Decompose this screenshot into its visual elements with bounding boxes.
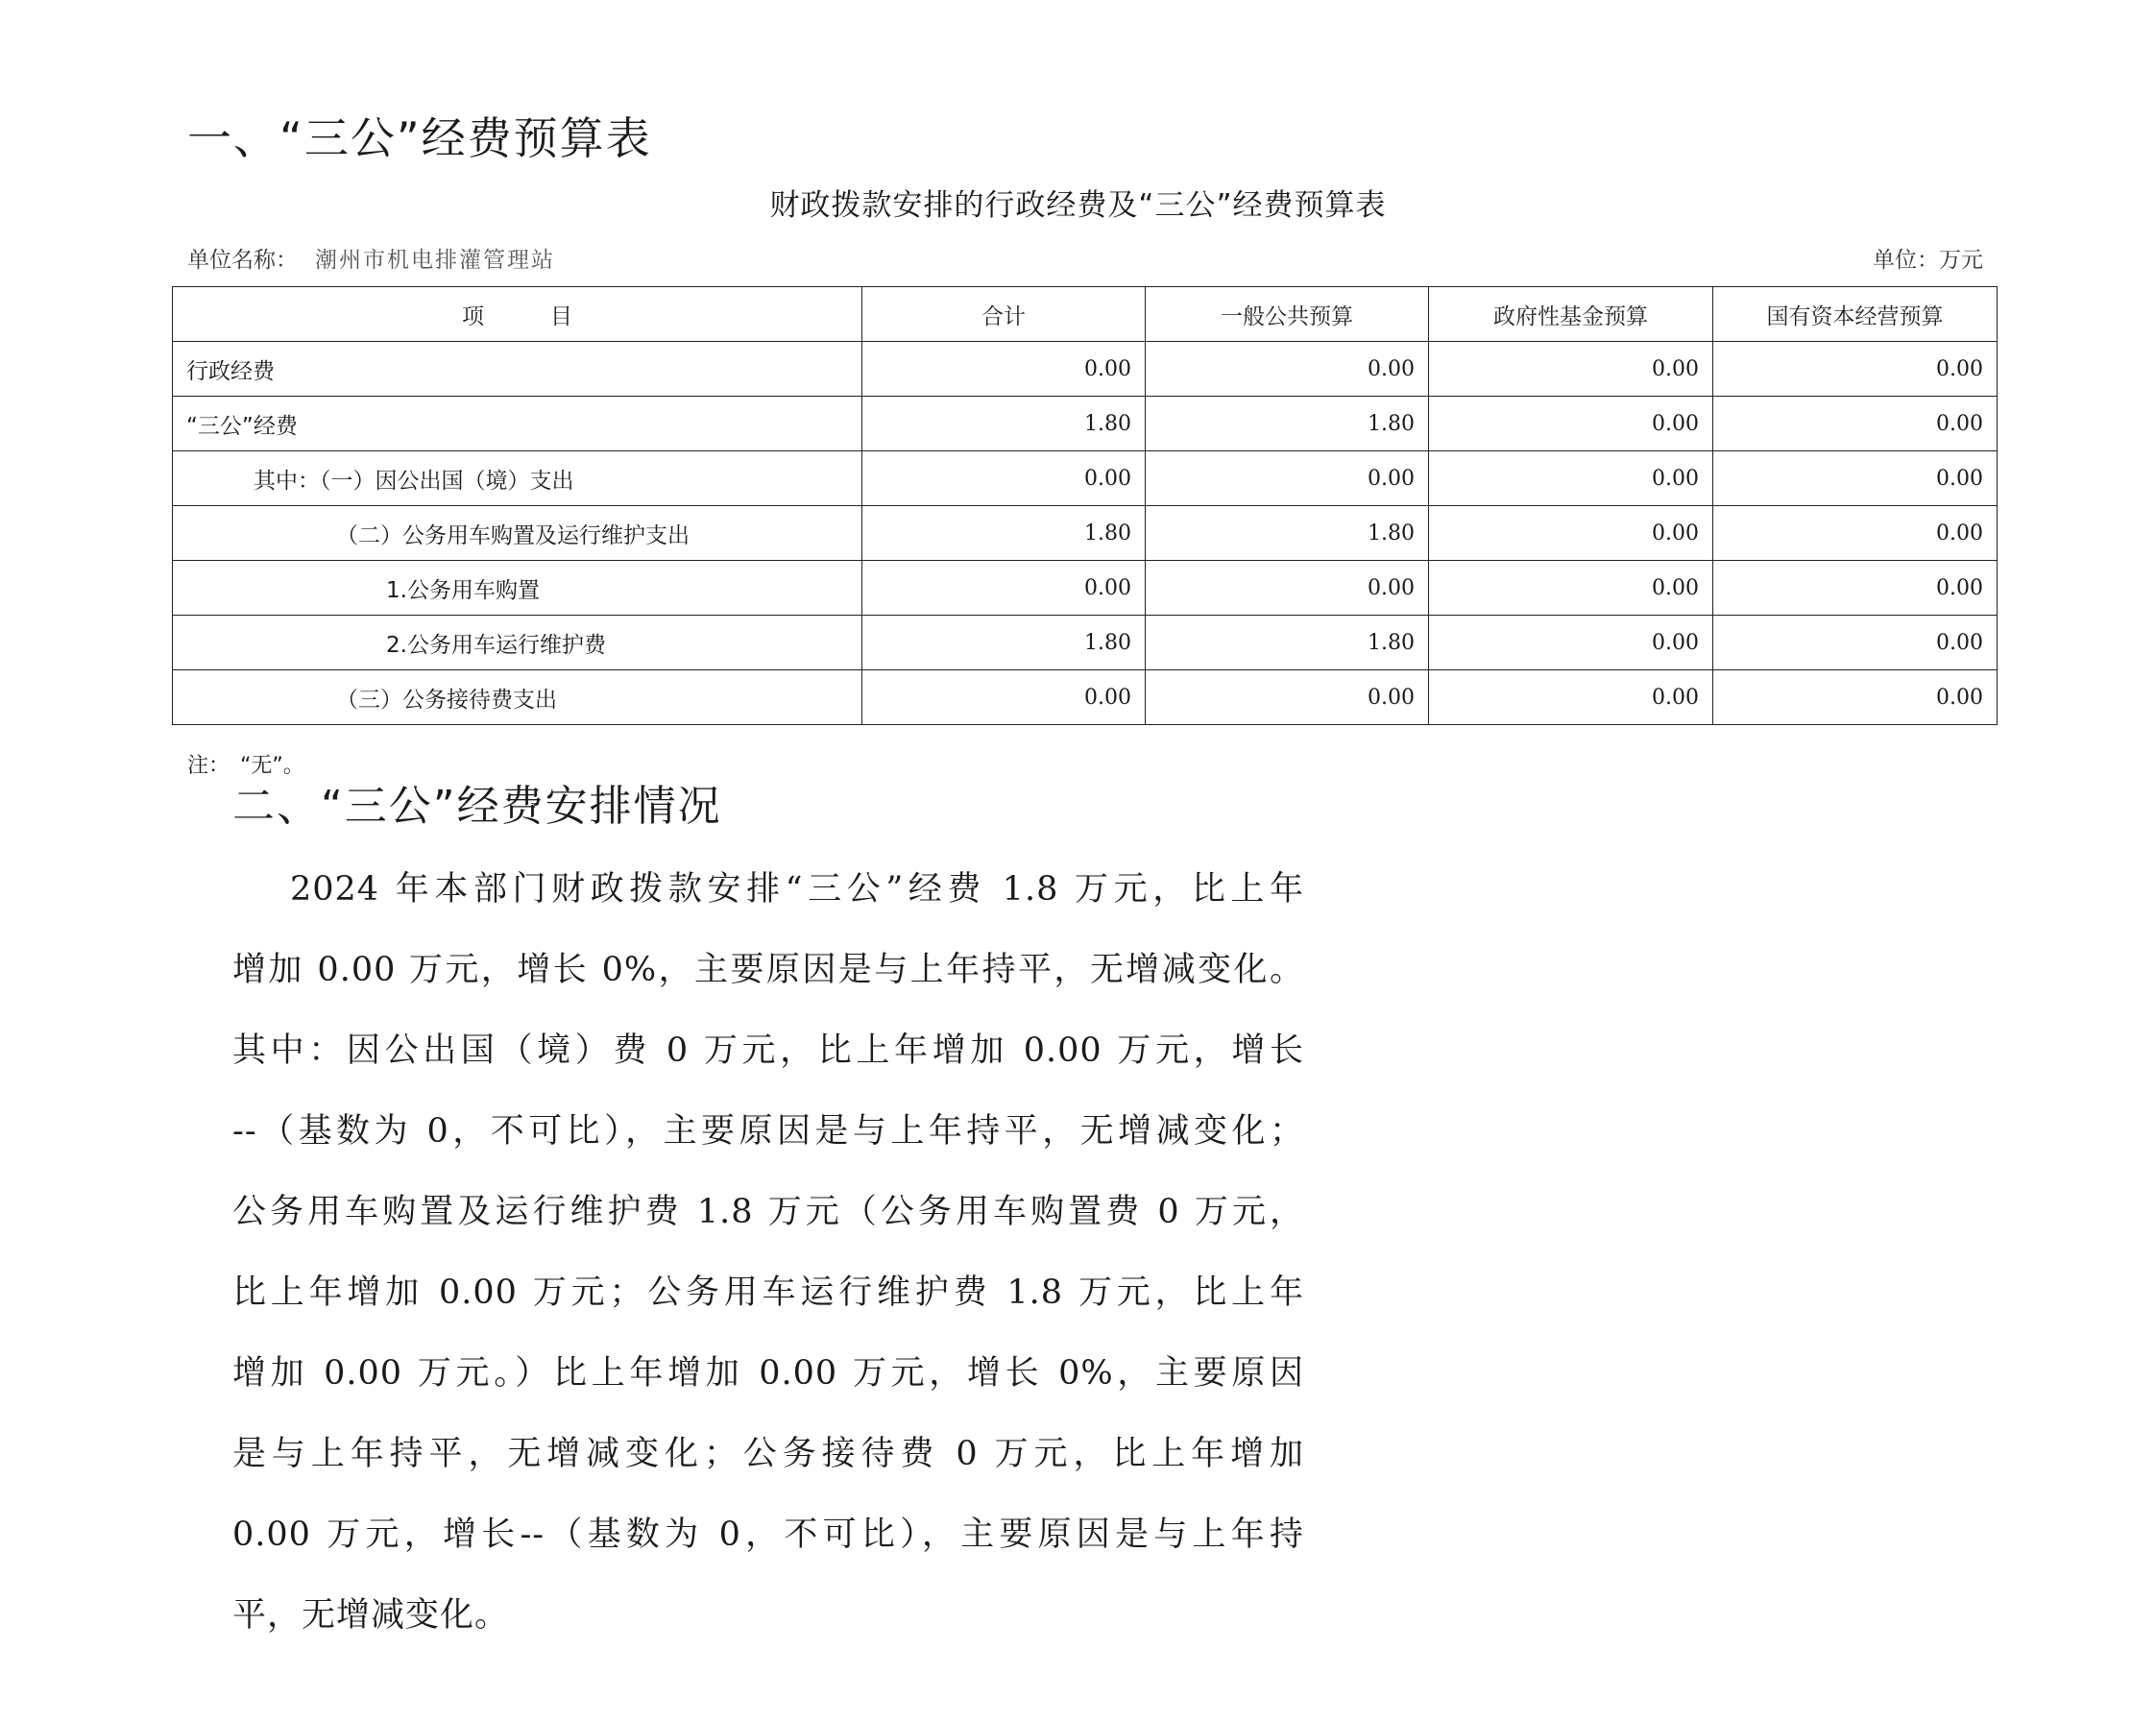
row-general: 0.00 (1146, 342, 1429, 397)
row-total: 1.80 (862, 616, 1146, 670)
row-state: 0.00 (1713, 561, 1998, 616)
row-state: 0.00 (1713, 616, 1998, 670)
row-state: 0.00 (1713, 506, 1998, 561)
header-fund-budget: 政府性基金预算 (1429, 287, 1713, 342)
row-total: 1.80 (862, 397, 1146, 451)
table-row (173, 397, 1998, 451)
section2-heading: 二、“三公”经费安排情况 (232, 782, 722, 831)
section2-paragraph (232, 849, 1304, 1656)
table-header-row (173, 287, 1998, 342)
row-state: 0.00 (1713, 451, 1998, 506)
row-item: （三）公务接待费支出 (173, 670, 862, 725)
row-general: 1.80 (1146, 506, 1429, 561)
row-general: 1.80 (1146, 397, 1429, 451)
row-general: 1.80 (1146, 616, 1429, 670)
paragraph-line: 2024 年本部门财政拨款安排“三公”经费 1.8 万元，比上年 (290, 870, 1304, 909)
row-general: 0.00 (1146, 670, 1429, 725)
paragraph-line: 增加 0.00 万元，增长 0%，主要原因是与上年持平，无增减变化。 (232, 951, 1304, 989)
budget-table (172, 286, 1998, 725)
row-state: 0.00 (1713, 342, 1998, 397)
row-item: 行政经费 (173, 342, 862, 397)
row-total: 1.80 (862, 506, 1146, 561)
table-row (173, 451, 1998, 506)
paragraph-line: --（基数为 0，不可比），主要原因是与上年持平，无增减变化； (232, 1112, 1304, 1151)
unit-name-value: 潮州市机电排灌管理站 (315, 248, 555, 273)
row-total: 0.00 (862, 342, 1146, 397)
paragraph-line: 增加 0.00 万元。）比上年增加 0.00 万元，增长 0%，主要原因 (232, 1354, 1304, 1393)
row-fund: 0.00 (1429, 397, 1713, 451)
row-item: “三公”经费 (173, 397, 862, 451)
unit-name-label: 单位名称： (187, 248, 298, 273)
row-state: 0.00 (1713, 670, 1998, 725)
table-row (173, 506, 1998, 561)
row-state: 0.00 (1713, 397, 1998, 451)
row-total: 0.00 (862, 670, 1146, 725)
row-fund: 0.00 (1429, 670, 1713, 725)
row-general: 0.00 (1146, 561, 1429, 616)
paragraph-line: 是与上年持平，无增减变化；公务接待费 0 万元，比上年增加 (232, 1435, 1304, 1473)
row-fund: 0.00 (1429, 506, 1713, 561)
currency-unit-label: 单位：万元 (1873, 248, 1983, 273)
header-item: 项 目 (173, 287, 862, 342)
paragraph-line: 平，无增减变化。 (232, 1596, 510, 1635)
row-total: 0.00 (862, 451, 1146, 506)
table-row (173, 342, 1998, 397)
row-fund: 0.00 (1429, 616, 1713, 670)
paragraph-line: 0.00 万元，增长--（基数为 0，不可比），主要原因是与上年持 (232, 1516, 1304, 1554)
header-state-capital-budget: 国有资本经营预算 (1713, 287, 1998, 342)
table-note: 注： “无”。 (187, 754, 304, 778)
row-general: 0.00 (1146, 451, 1429, 506)
paragraph-line: 其中：因公出国（境）费 0 万元，比上年增加 0.00 万元，增长 (232, 1031, 1304, 1070)
table-row (173, 561, 1998, 616)
paragraph-line: 公务用车购置及运行维护费 1.8 万元（公务用车购置费 0 万元， (232, 1193, 1304, 1231)
row-item: （二）公务用车购置及运行维护支出 (173, 506, 862, 561)
paragraph-line: 比上年增加 0.00 万元；公务用车运行维护费 1.8 万元，比上年 (232, 1273, 1304, 1312)
section1-heading: 一、“三公”经费预算表 (187, 112, 652, 164)
header-total: 合计 (862, 287, 1146, 342)
header-general-budget: 一般公共预算 (1146, 287, 1429, 342)
row-fund: 0.00 (1429, 342, 1713, 397)
table-row (173, 670, 1998, 725)
table-title: 财政拨款安排的行政经费及“三公”经费预算表 (769, 188, 1387, 223)
row-item: 1.公务用车购置 (173, 561, 862, 616)
row-total: 0.00 (862, 561, 1146, 616)
table-row (173, 616, 1998, 670)
row-item: 其中：（一）因公出国（境）支出 (173, 451, 862, 506)
row-item: 2.公务用车运行维护费 (173, 616, 862, 670)
row-fund: 0.00 (1429, 561, 1713, 616)
row-fund: 0.00 (1429, 451, 1713, 506)
